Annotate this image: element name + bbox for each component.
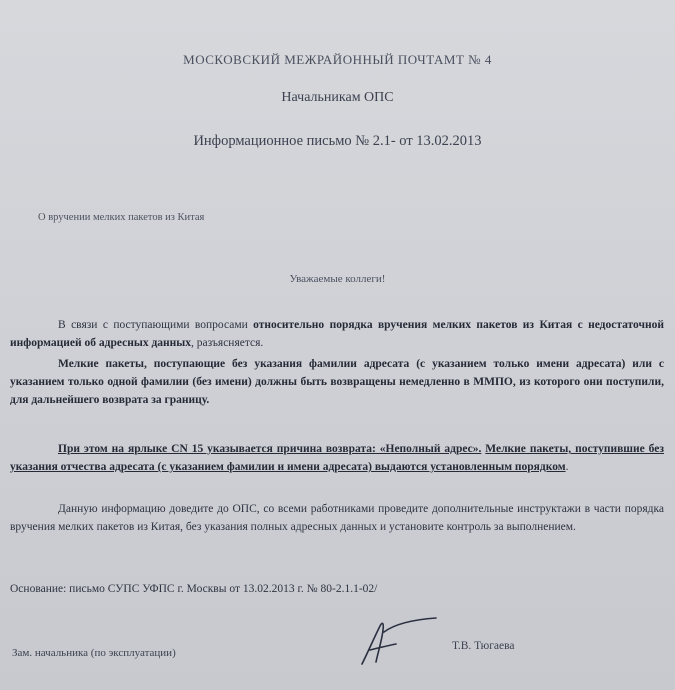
paragraph-1-bold: относительно порядка вручения мелких пакетов из Китая с недостаточной информацией об адресных данных (10, 319, 664, 349)
organization-name: МОСКОВСКИЙ МЕЖРАЙОННЫЙ ПОЧТАМТ № 4 (183, 52, 492, 67)
handwritten-signature (356, 612, 446, 672)
paragraph-4: Данную информацию доведите до ОПС, со всеми работниками проведите дополнительные инструктажи в части порядка вручения мелких пакетов из Китая, без указания полных адресных данных и установите контроль за выполнением. (10, 503, 664, 533)
letter-subject: О вручении мелких пакетов из Китая (38, 212, 205, 223)
letter-title: Информационное письмо № 2.1- от 13.02.2013 (193, 133, 482, 149)
paragraph-3-delivery-rule: Мелкие пакеты, поступившие без указания отчества адресата (с указанием фамилии и имени адресата) выдаются установленным порядком (10, 443, 665, 473)
paragraph-3-return-reason: При этом на ярлыке CN 15 указывается причина возврата: «Неполный адрес». (58, 443, 482, 455)
paragraph-2: Мелкие пакеты, поступающие без указания фамилии адресата (с указанием только имени адресата) или с указанием только одной фамилии (без имени) должны быть возвращены немедленно в ММПО, из которого они поступили, для дальнейшего возврата за границу. (10, 358, 664, 406)
basis-line: Основание: письмо СУПС УФПС г. Москвы от 13.02.2013 г. № 80-2.1.1-02/ (10, 583, 378, 595)
paragraph-1-start: В связи с поступающими вопросами (58, 319, 254, 331)
signatory-name: Т.В. Тюгаева (452, 640, 515, 652)
paragraph-3 (10, 440, 664, 476)
signatory-title: Зам. начальника (по эксплуатации) (12, 647, 176, 659)
greeting: Уважаемые коллеги! (289, 273, 386, 285)
paragraph-1-end: , разъясняется. (191, 337, 264, 349)
addressee: Начальникам ОПС (281, 90, 394, 105)
paragraph-1 (10, 316, 664, 352)
paragraph-3-end: . (565, 461, 569, 473)
